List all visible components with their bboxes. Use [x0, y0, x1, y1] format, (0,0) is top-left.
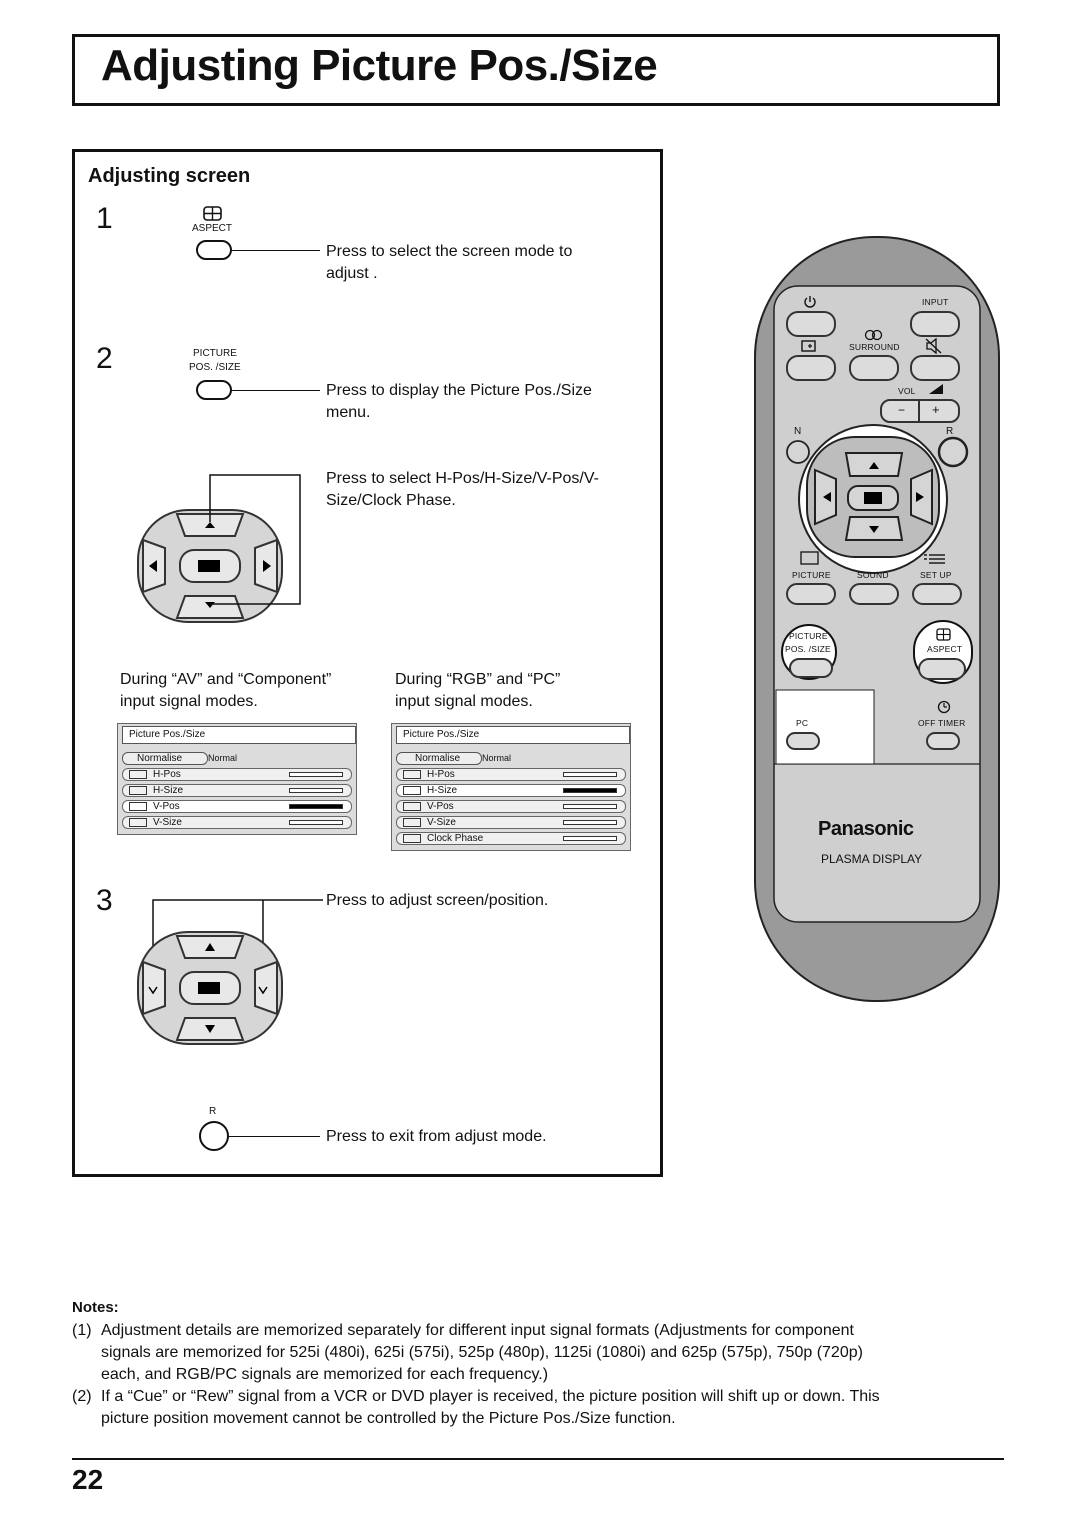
av-osd-menu — [117, 723, 357, 835]
rgb-mode-pill[interactable]: Normalise — [396, 752, 482, 765]
remote-setup-button[interactable] — [912, 583, 962, 605]
step-1-text-1: Press to select the screen mode to — [326, 243, 573, 260]
section-title: Adjusting screen — [88, 165, 251, 187]
slider — [563, 804, 617, 809]
slider — [289, 772, 343, 777]
remote-pc-label: PC — [796, 718, 809, 728]
picture-pos-label-1: PICTURE — [193, 348, 237, 359]
rgb-row-vpos[interactable]: V-Pos — [396, 800, 626, 813]
remote-off-timer-label: OFF TIMER — [918, 718, 966, 728]
remote-n-label: N — [794, 426, 802, 437]
av-row-vsize[interactable]: V-Size — [122, 816, 352, 829]
remote-pc-button[interactable] — [786, 732, 820, 750]
brand-logo: Panasonic — [818, 818, 914, 840]
note-1-line-3: each, and RGB/PC signals are memorized for each frequency.) — [101, 1366, 549, 1383]
remote-vol-label: VOL — [898, 386, 916, 396]
hsize-icon — [403, 786, 421, 795]
note-1-line-1: Adjustment details are memorized separately for different input signal formats (Adjustments for component — [101, 1322, 854, 1339]
slider — [289, 804, 343, 809]
av-caption-1: During “AV” and “Component” — [120, 671, 332, 688]
note-2-number: (2) — [72, 1388, 92, 1405]
footer-rule — [72, 1458, 1004, 1460]
step-3-number: 3 — [96, 884, 113, 917]
surround-icon — [864, 329, 884, 341]
av-mode-pill[interactable]: Normalise — [122, 752, 208, 765]
slider — [563, 772, 617, 777]
slider — [289, 820, 343, 825]
slider — [289, 788, 343, 793]
remote-r-label: R — [946, 426, 954, 437]
remote-surround-button[interactable] — [849, 355, 899, 381]
product-name: PLASMA DISPLAY — [821, 852, 923, 866]
rgb-row-clock-phase[interactable]: Clock Phase — [396, 832, 626, 845]
aspect-button[interactable] — [196, 240, 232, 260]
picture-pos-button[interactable] — [196, 380, 232, 400]
mute-icon — [925, 338, 943, 354]
rgb-menu-title: Picture Pos./Size — [396, 726, 630, 744]
remote-input-label: INPUT — [922, 297, 949, 307]
setup-icon — [923, 553, 947, 565]
remote-mute-button[interactable] — [910, 355, 960, 381]
aspect-icon — [203, 206, 223, 222]
step-2-text-1: Press to display the Picture Pos./Size — [326, 382, 592, 399]
nav-pad-up-down — [135, 470, 305, 625]
exit-text: Press to exit from adjust mode. — [326, 1128, 547, 1145]
remote-picture-pos-label-1: PICTURE — [789, 631, 828, 641]
page-title: Adjusting Picture Pos./Size — [101, 41, 658, 90]
leader-line — [229, 1136, 320, 1137]
multi-window-icon — [801, 339, 817, 353]
remote-off-timer-button[interactable] — [926, 732, 960, 750]
picture-icon — [800, 551, 820, 565]
hpos-icon — [129, 770, 147, 779]
vpos-icon — [403, 802, 421, 811]
vpos-icon — [129, 802, 147, 811]
picture-pos-label-2: POS. /SIZE — [189, 362, 241, 373]
av-mode-value: Normal — [208, 753, 238, 763]
av-menu-title: Picture Pos./Size — [122, 726, 356, 744]
note-2-line-1: If a “Cue” or “Rew” signal from a VCR or DVD player is received, the picture position will shift up or down. This — [101, 1388, 880, 1405]
clock-phase-icon — [403, 834, 421, 843]
vsize-icon — [129, 818, 147, 827]
remote-sound-label: SOUND — [857, 570, 889, 580]
leader-line — [232, 390, 320, 391]
aspect-button-label: ASPECT — [192, 223, 233, 234]
remote-volume-rocker[interactable] — [880, 399, 960, 423]
title-box — [72, 34, 1000, 106]
av-row-hsize[interactable]: H-Size — [122, 784, 352, 797]
slider — [563, 836, 617, 841]
slider — [563, 820, 617, 825]
remote-power-button[interactable] — [786, 311, 836, 337]
page-number: 22 — [72, 1464, 104, 1495]
remote-picture-button[interactable] — [786, 583, 836, 605]
power-icon — [803, 295, 817, 309]
rgb-mode-value: Normal — [482, 753, 512, 763]
remote-aspect-button[interactable] — [918, 658, 966, 680]
vol-plus-label: + — [932, 402, 940, 417]
rgb-row-vsize[interactable]: V-Size — [396, 816, 626, 829]
step-2-nav-text-2: Size/Clock Phase. — [326, 492, 456, 509]
r-button[interactable] — [199, 1121, 229, 1151]
remote-input-button[interactable] — [910, 311, 960, 337]
step-3-text: Press to adjust screen/position. — [326, 892, 549, 909]
aspect-icon — [936, 628, 952, 642]
hsize-icon — [129, 786, 147, 795]
step-2-nav-text-1: Press to select H-Pos/H-Size/V-Pos/V- — [326, 470, 599, 487]
step-1-text-2: adjust . — [326, 265, 378, 282]
remote-aspect-label: ASPECT — [927, 644, 963, 654]
rgb-row-hsize[interactable]: H-Size — [396, 784, 626, 797]
note-1-number: (1) — [72, 1322, 92, 1339]
volume-ramp-icon — [928, 383, 944, 395]
note-2-line-2: picture position movement cannot be controlled by the Picture Pos./Size function. — [101, 1410, 676, 1427]
slider — [563, 788, 617, 793]
av-caption-2: input signal modes. — [120, 693, 258, 710]
remote-picture-pos-button[interactable] — [789, 658, 833, 678]
rgb-caption-2: input signal modes. — [395, 693, 533, 710]
vol-minus-label: − — [898, 403, 906, 417]
nav-pad-left-right — [133, 895, 333, 1055]
step-1-number: 1 — [96, 202, 113, 235]
r-button-label: R — [209, 1106, 217, 1117]
remote-surround-label: SURROUND — [849, 342, 900, 352]
vsize-icon — [403, 818, 421, 827]
timer-icon — [937, 700, 951, 714]
hpos-icon — [403, 770, 421, 779]
notes-heading: Notes: — [72, 1299, 119, 1316]
step-2-text-2: menu. — [326, 404, 371, 421]
rgb-osd-menu — [391, 723, 631, 851]
step-2-number: 2 — [96, 342, 113, 375]
remote-multiwindow-button[interactable] — [786, 355, 836, 381]
leader-line — [232, 250, 320, 251]
av-row-hpos[interactable]: H-Pos — [122, 768, 352, 781]
remote-sound-button[interactable] — [849, 583, 899, 605]
rgb-row-hpos[interactable]: H-Pos — [396, 768, 626, 781]
note-1-line-2: signals are memorized for 525i (480i), 625i (575i), 525p (480p), 1125i (1080i) and 625p (575p), 750p (720p) — [101, 1344, 863, 1361]
av-row-vpos[interactable]: V-Pos — [122, 800, 352, 813]
divider — [918, 399, 920, 423]
rgb-caption-1: During “RGB” and “PC” — [395, 671, 561, 688]
remote-picture-pos-label-2: POS. /SIZE — [785, 644, 831, 654]
remote-setup-label: SET UP — [920, 570, 952, 580]
remote-picture-label: PICTURE — [792, 570, 831, 580]
